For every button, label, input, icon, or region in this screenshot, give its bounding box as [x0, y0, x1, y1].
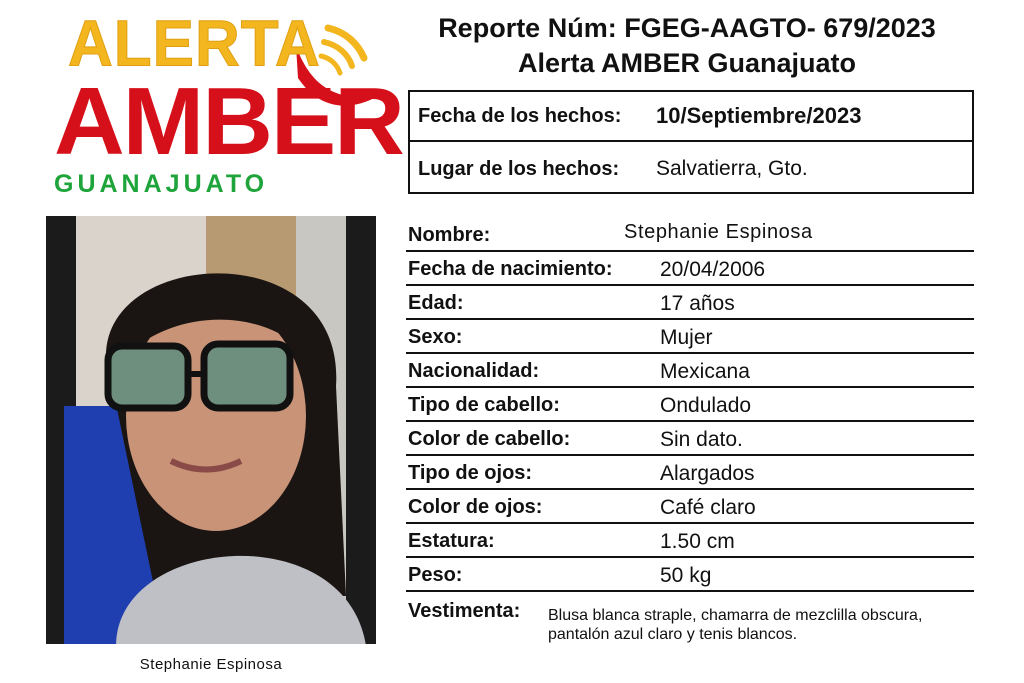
event-place-row — [410, 144, 972, 194]
missing-person-photo — [46, 216, 376, 644]
detail-label: Color de ojos: — [408, 496, 543, 518]
event-place-label: Lugar de los hechos: — [418, 157, 620, 180]
detail-row-hair-color — [406, 422, 974, 456]
detail-value: 20/04/2006 — [660, 258, 766, 281]
detail-label: Estatura: — [408, 530, 495, 552]
detail-row-nationality — [406, 354, 974, 388]
event-date-value: 10/Septiembre/2023 — [656, 103, 862, 128]
detail-row-sex — [406, 320, 974, 354]
detail-row-height — [406, 524, 974, 558]
detail-value: Sin dato. — [660, 428, 743, 451]
detail-row-name — [406, 218, 974, 252]
detail-label: Edad: — [408, 292, 464, 314]
detail-value: Mujer — [660, 326, 713, 349]
detail-value: Ondulado — [660, 394, 752, 417]
detail-value: Alargados — [660, 462, 755, 485]
detail-value: Mexicana — [660, 360, 750, 383]
photo-caption: Stephanie Espinosa — [139, 656, 283, 673]
detail-row-eye-type — [406, 456, 974, 490]
detail-label: Tipo de cabello: — [408, 394, 560, 416]
detail-value: 50 kg — [660, 564, 712, 587]
detail-row-age — [406, 286, 974, 320]
logo-text-guanajuato: GUANAJUATO — [54, 170, 269, 198]
detail-label: Sexo: — [408, 326, 463, 348]
detail-value: 1.50 cm — [660, 530, 735, 553]
detail-label: Nombre: — [408, 224, 491, 246]
event-date-label: Fecha de los hechos: — [418, 104, 622, 127]
event-info-box — [408, 90, 974, 194]
person-details-table — [406, 218, 974, 592]
detail-row-hair-type — [406, 388, 974, 422]
clothing-value: Blusa blanca straple, chamarra de mezclilla obscura, pantalón azul claro y tenis blancos. — [548, 607, 923, 643]
detail-row-birthdate — [406, 252, 974, 286]
alerta-amber-logo — [48, 7, 403, 200]
portrait-image — [46, 216, 376, 644]
detail-label: Color de cabello: — [408, 428, 571, 450]
logo-text-amber: AMBER — [54, 68, 403, 175]
detail-value: 17 años — [660, 292, 735, 315]
detail-label: Fecha de nacimiento: — [408, 258, 613, 280]
report-number: Reporte Núm: FGEG-AAGTO- 679/2023 — [438, 13, 936, 43]
detail-label: Nacionalidad: — [408, 360, 540, 382]
logo-text-alerta: ALERTA — [68, 7, 321, 81]
event-date-row — [410, 92, 972, 142]
detail-label: Peso: — [408, 564, 463, 586]
detail-row-weight — [406, 558, 974, 592]
detail-value: Stephanie Espinosa — [624, 221, 813, 243]
detail-label: Tipo de ojos: — [408, 462, 533, 484]
detail-row-eye-color — [406, 490, 974, 524]
detail-value: Café claro — [660, 496, 756, 519]
clothing-label: Vestimenta: — [408, 600, 521, 622]
event-place-value: Salvatierra, Gto. — [656, 157, 808, 180]
report-subtitle: Alerta AMBER Guanajuato — [517, 48, 857, 78]
